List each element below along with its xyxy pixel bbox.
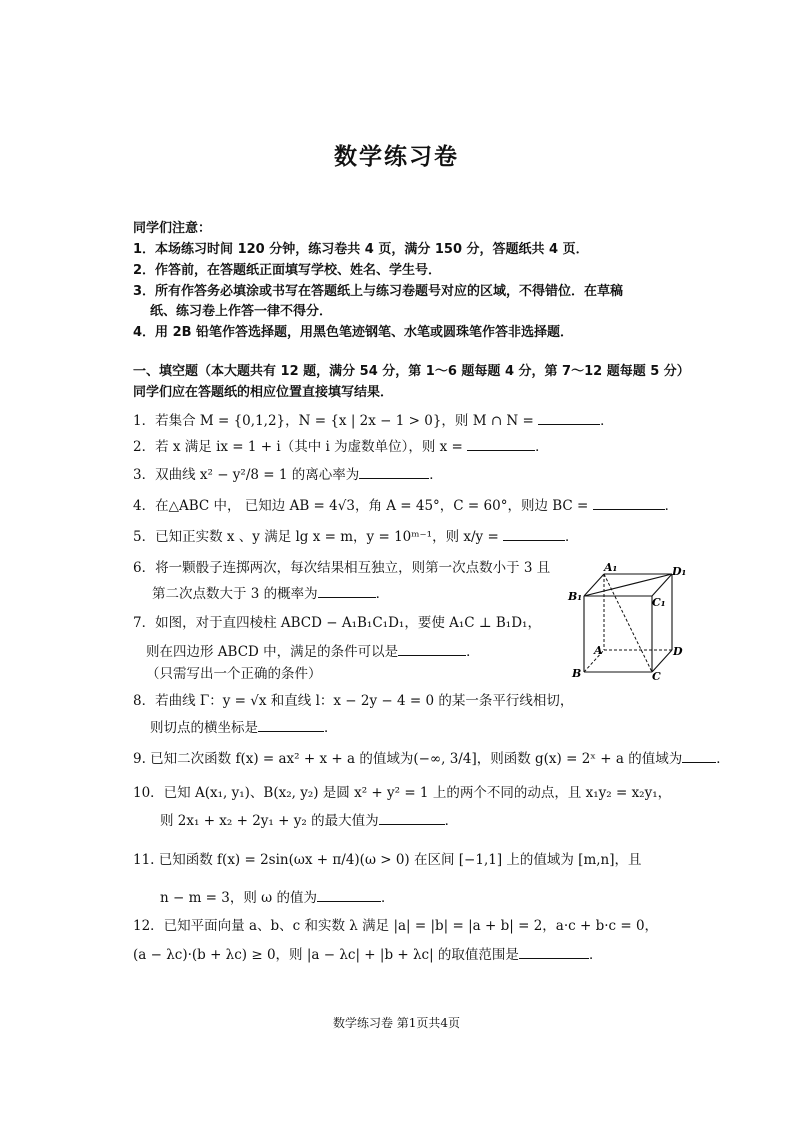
question-6 [133, 558, 550, 578]
section-heading: 一、填空题（本大题共有 12 题，满分 54 分，第 1～6 题每题 4 分，第 7～12 题每题 5 分） [133, 364, 690, 379]
label-A1: A₁ [604, 562, 618, 574]
answer-blank[interactable] [503, 526, 565, 541]
question-6-cont: 第二次点数大于 3 的概率为 ． [152, 583, 389, 604]
answer-blank[interactable] [538, 410, 600, 425]
notice-item-2: 2．作答前，在答题纸正面填写学校、姓名、学生号． [133, 263, 442, 278]
question-4: 4．在△ABC 中， 已知边 AB = 4√3，角 A = 45°，C = 60°，则边 BC = ． [133, 495, 678, 516]
answer-blank[interactable] [398, 641, 466, 656]
question-11 [133, 850, 642, 870]
label-C: C [652, 670, 661, 683]
answer-blank[interactable] [379, 810, 445, 825]
page-title: 数学练习卷 [334, 144, 459, 170]
question-5: 5．已知正实数 x 、y 满足 lg x = m，y = 10ᵐ⁻¹，则 x/y = ． [133, 526, 579, 547]
question-text: 11. 已知函数 f(x) = 2sin(ωx + π/4)(ω > 0) 在区间 [−1,1] 上的值域为 [m,n]，且 [133, 852, 642, 868]
label-A: A [594, 644, 603, 657]
label-C1: C₁ [652, 596, 666, 609]
question-10 [133, 783, 671, 803]
prism-figure [566, 562, 686, 690]
label-B: B [572, 667, 582, 680]
question-7-note [146, 664, 322, 684]
question-text: 2．若 x 满足 ix = 1 + i（其中 i 为虚数单位），则 x = [133, 439, 468, 455]
question-8-cont: 则切点的横坐标是 ． [150, 717, 338, 738]
question-9: 9. 已知二次函数 f(x) = ax² + x + a 的值域为(−∞, 3/4]，则函数 g(x) = 2ˣ + a 的值域为 ． [133, 748, 730, 769]
question-2: 2．若 x 满足 ix = 1 + i（其中 i 为虚数单位），则 x = ． [133, 436, 549, 457]
question-7-cont: 则在四边形 ABCD 中，满足的条件可以是 ． [146, 641, 480, 662]
question-text: 9. 已知二次函数 f(x) = ax² + x + a 的值域为(−∞, 3/4]，则函数 g(x) = 2ˣ + a 的值域为 [133, 751, 683, 767]
answer-blank[interactable] [467, 436, 535, 451]
question-text: （只需写出一个正确的条件） [146, 666, 322, 682]
notice-item-3: 3．所有作答务必填涂或书写在答题纸上与练习卷题号对应的区域，不得错位．在草稿 [133, 284, 624, 299]
question-text: 1．若集合 M = {0,1,2}，N = {x | 2x − 1 > 0}，则 M ∩ N = [133, 413, 539, 429]
question-text: 6．将一颗骰子连掷两次，每次结果相互独立，则第一次点数小于 3 且 [133, 560, 551, 576]
question-text: 第二次点数大于 3 的概率为 [152, 586, 318, 602]
answer-blank[interactable] [682, 748, 716, 763]
section-instruction: 同学们应在答题纸的相应位置直接填写结果． [133, 385, 394, 400]
question-text: 则在四边形 ABCD 中，满足的条件可以是 [146, 644, 399, 660]
question-text: 则切点的横坐标是 [150, 720, 258, 736]
question-text: (a − λc)·(b + λc) ≥ 0，则 |a − λc| + |b + λc| 的取值范围是 [133, 947, 519, 963]
question-text: 8．若曲线 Γ：y = √x 和直线 l：x − 2y − 4 = 0 的某一条平行线相切， [133, 693, 574, 709]
question-text: 10．已知 A(x₁, y₁)、B(x₂, y₂) 是圆 x² + y² = 1 上的两个不同的动点，且 x₁y₂ = x₂y₁， [133, 785, 672, 801]
question-7 [133, 613, 541, 633]
question-12-cont: (a − λc)·(b + λc) ≥ 0，则 |a − λc| + |b + λc| 的取值范围是 ． [133, 944, 602, 965]
answer-blank[interactable] [359, 464, 429, 479]
question-3: 3．双曲线 x² − y²/8 = 1 的离心率为 ． [133, 464, 443, 485]
page-footer: 数学练习卷 第1页共4页 [332, 1016, 461, 1030]
question-text: 3．双曲线 x² − y²/8 = 1 的离心率为 [133, 467, 360, 483]
label-B1: B₁ [568, 590, 583, 603]
question-text: n − m = 3，则 ω 的值为 [160, 890, 317, 906]
question-1: 1．若集合 M = {0,1,2}，N = {x | 2x − 1 > 0}，则 M ∩ N = ． [133, 410, 614, 431]
question-text: 4．在△ABC 中， 已知边 AB = 4√3，角 A = 45°，C = 60°，则边 BC = [133, 498, 593, 514]
notice-heading: 同学们注意： [133, 221, 212, 236]
question-text: 5．已知正实数 x 、y 满足 lg x = m，y = 10ᵐ⁻¹，则 x/y = [133, 529, 504, 545]
label-D1: D₁ [672, 565, 686, 578]
question-text: 12．已知平面向量 a、b、c 和实数 λ 满足 |a| = |b| = |a + b| = 2，a·c + b·c = 0， [133, 918, 659, 934]
notice-item-3-cont: 纸、练习卷上作答一律不得分． [150, 304, 333, 319]
question-10-cont: 则 2x₁ + x₂ + 2y₁ + y₂ 的最大值为 ． [160, 810, 458, 831]
question-8 [133, 691, 573, 711]
notice-item-1: 1．本场练习时间 120 分钟，练习卷共 4 页，满分 150 分，答题纸共 4 页． [133, 242, 589, 257]
question-text: 则 2x₁ + x₂ + 2y₁ + y₂ 的最大值为 [160, 813, 379, 829]
notice-item-4: 4．用 2B 铅笔作答选择题，用黑色笔迹钢笔、水笔或圆珠笔作答非选择题． [133, 325, 574, 340]
label-D: D [673, 645, 683, 658]
answer-blank[interactable] [258, 717, 324, 732]
question-11-cont: n − m = 3，则 ω 的值为 ． [160, 887, 394, 908]
prism-diagram [566, 562, 686, 690]
answer-blank[interactable] [519, 944, 589, 959]
answer-blank[interactable] [318, 583, 376, 598]
question-text: 7．如图，对于直四棱柱 ABCD − A₁B₁C₁D₁，要使 A₁C ⊥ B₁D₁， [133, 615, 541, 631]
question-12 [133, 916, 658, 936]
answer-blank[interactable] [593, 495, 665, 510]
answer-blank[interactable] [317, 887, 381, 902]
